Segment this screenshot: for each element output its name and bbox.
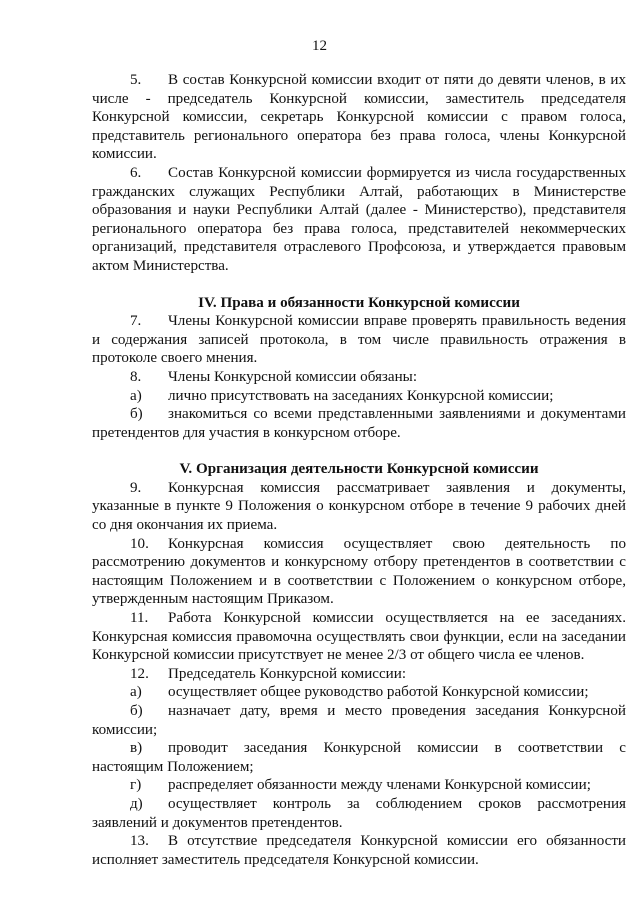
paragraph-number: 12.	[130, 665, 149, 682]
section-heading: V. Организация деятельности Конкурсной комиссии	[179, 461, 539, 478]
numbered-paragraph	[92, 609, 626, 665]
paragraph-number: 6.	[130, 164, 142, 181]
numbered-paragraph	[92, 164, 626, 276]
paragraph-text: Члены Конкурсной комиссии обязаны:	[168, 368, 418, 385]
paragraph-text: Состав Конкурсной комиссии формируется из числа государственных гражданских служащих Республики Алтай, работающих в Министерстве образования и науки Республики Алтай (далее - Министерство), представителя регионального оператора без права голоса, представителей некоммерческих организаций, представителя отраслевого Профсоюза, и утверждается правовым актом Министерства.	[92, 164, 626, 274]
paragraph-text: распределяет обязанности между членами Конкурсной комиссии;	[168, 777, 591, 794]
paragraph-text: Конкурсная комиссия осуществляет свою деятельность по рассмотрению документов и конкурсному отбору претендентов в соответствии с настоящим Положением и в соответствии с Положением о конкурсном отборе, утвержденным настоящим Приказом.	[92, 535, 626, 608]
list-marker: а)	[130, 387, 142, 404]
paragraph-text: осуществляет контроль за соблюдением сроков рассмотрения заявлений и документов претендентов.	[92, 795, 626, 831]
paragraph-text: Конкурсная комиссия рассматривает заявления и документы, указанные в пункте 9 Положения о конкурсном отборе в течение 9 рабочих дней со дня окончания их приема.	[92, 479, 626, 534]
list-item	[92, 702, 626, 739]
paragraph-number: 9.	[130, 479, 142, 496]
numbered-paragraph	[92, 71, 626, 164]
paragraph-number: 10.	[130, 535, 149, 552]
numbered-paragraph	[92, 535, 626, 609]
paragraph-number: 7.	[130, 313, 142, 330]
numbered-paragraph	[92, 479, 626, 535]
list-item	[92, 387, 626, 406]
list-marker: д)	[130, 795, 143, 812]
paragraph-text: знакомиться со всеми представленными заявлениями и документами претендентов для участия в конкурсном отборе.	[92, 406, 626, 441]
numbered-paragraph	[92, 368, 626, 387]
list-item	[92, 405, 626, 442]
paragraph-number: 13.	[130, 833, 149, 850]
list-item	[92, 739, 626, 776]
page-number: 12	[311, 38, 328, 54]
paragraph-text: В отсутствие председателя Конкурсной комиссии его обязанности исполняет заместитель председателя Конкурсной комиссии.	[92, 833, 626, 868]
list-marker: г)	[130, 777, 142, 794]
list-marker: в)	[130, 740, 143, 757]
list-marker: а)	[130, 684, 142, 701]
numbered-paragraph	[92, 312, 626, 368]
paragraph-text: Члены Конкурсной комиссии вправе проверять правильность ведения и содержания записей протокола, в том числе правильность отражения в протоколе своего мнения.	[92, 313, 626, 367]
paragraph-text: Председатель Конкурсной комиссии:	[168, 665, 407, 682]
list-marker: б)	[130, 406, 143, 423]
paragraph-number: 5.	[130, 72, 142, 88]
numbered-paragraph	[92, 665, 626, 684]
list-item	[92, 776, 626, 795]
paragraph-number: 11.	[130, 610, 149, 627]
paragraph-text: В состав Конкурсной комиссии входит от пяти до девяти членов, в их числе - председатель Конкурсной комиссии, заместитель председателя Конкурсной комиссии, секретарь Конкурсной комиссии с правом голоса, представитель регионального оператора без права голоса, члены Конкурсной комиссии.	[92, 72, 626, 163]
paragraph-text: Работа Конкурсной комиссии осуществляется на ее заседаниях. Конкурсная комиссия правомочна осуществлять свои функции, если на заседании Конкурсной комиссии присутствует не менее 2/3 от общего числа ее членов.	[92, 610, 626, 664]
paragraph-text: назначает дату, время и место проведения заседания Конкурсной комиссии;	[92, 703, 626, 738]
list-item	[92, 683, 626, 702]
section-heading: IV. Права и обязанности Конкурсной комиссии	[198, 294, 520, 311]
list-marker: б)	[130, 703, 143, 719]
paragraph-text: осуществляет общее руководство работой Конкурсной комиссии;	[168, 684, 589, 701]
paragraph-text: проводит заседания Конкурсной комиссии в соответствии с настоящим Положением;	[92, 740, 626, 775]
paragraph-number: 8.	[130, 368, 142, 385]
paragraph-text: лично присутствовать на заседаниях Конкурсной комиссии;	[168, 387, 554, 404]
numbered-paragraph	[92, 832, 626, 869]
document-body	[92, 71, 626, 869]
list-item	[92, 795, 626, 832]
